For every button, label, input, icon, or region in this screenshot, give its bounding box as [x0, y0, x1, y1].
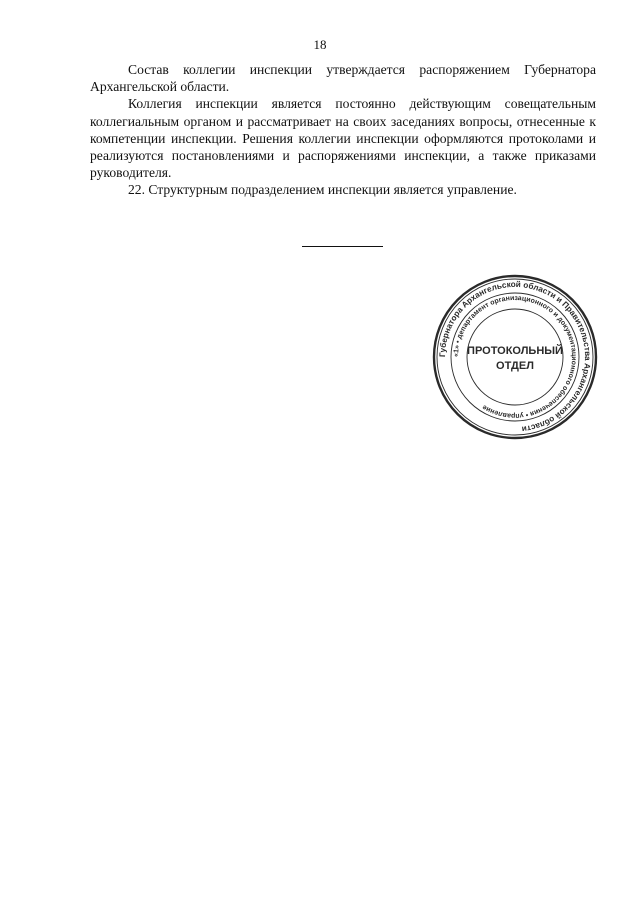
document-body	[90, 61, 596, 199]
seal-inner-text: «1» • департамент организационного и документационного обеспечения • управление	[452, 294, 578, 420]
seal-center-line-2: ОТДЕЛ	[496, 360, 534, 372]
seal-center-line-1: ПРОТОКОЛЬНЫЙ	[467, 345, 563, 357]
seal-graphic	[430, 272, 600, 442]
closing-divider-line	[302, 246, 383, 247]
seal-outer-text: Губернатора Архангельской области и Правительства Архангельской области	[437, 279, 593, 434]
seal-inner-ring	[467, 309, 563, 405]
protocol-department-seal	[430, 272, 600, 442]
paragraph-collegium-role: Коллегия инспекции является постоянно действующим совещательным коллегиальным органом и рассматривает на своих заседаниях вопросы, отнесенные к компетенции инспекции. Решения коллегии инспекции оформляются протоколами и реализуются постановлениями и распоряжениями инспекции, а также приказами руководителя.	[90, 96, 596, 181]
paragraph-collegium-composition: Состав коллегии инспекции утверждается распоряжением Губернатора Архангельской области.	[90, 62, 596, 95]
seal-outer-ring-thin	[437, 279, 593, 435]
page-number: 18	[313, 37, 327, 52]
seal-middle-ring	[451, 293, 579, 421]
paragraph-structural-unit: 22. Структурным подразделением инспекции является управление.	[128, 182, 517, 198]
